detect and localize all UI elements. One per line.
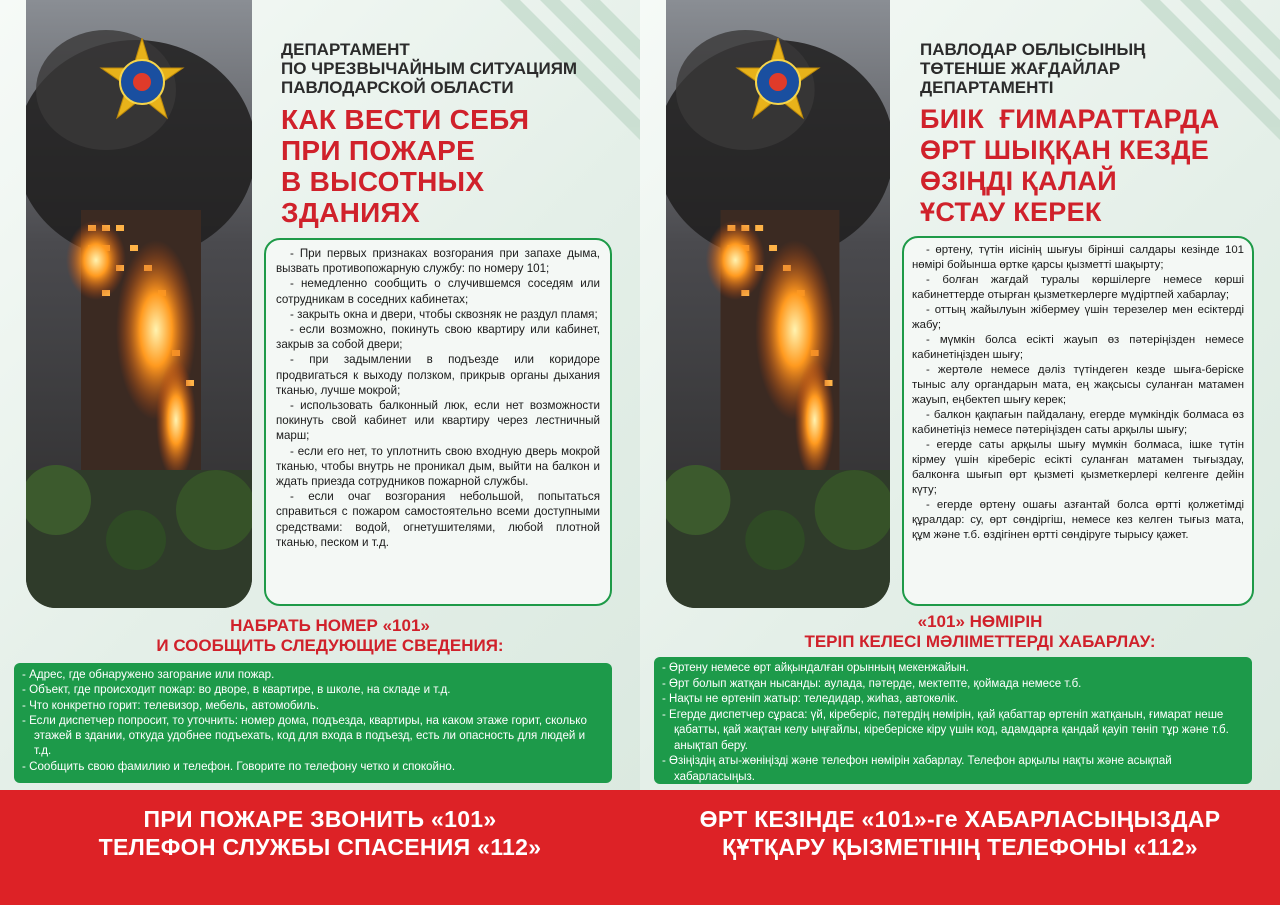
info-item: - Если диспетчер попросит, то уточнить: номер дома, подъезда, квартиры, на каком этаже горит, сколько этажей в здании, откуда удобнее подъехать, код для входа в подъезд, есть ли опасность для людей и т.д. bbox=[22, 713, 587, 758]
info-item: - Сообщить свою фамилию и телефон. Говорите по телефону четко и спокойно. bbox=[22, 759, 456, 773]
instructions-box bbox=[902, 236, 1254, 606]
emergency-phone-banner bbox=[0, 790, 1280, 905]
info-items-box bbox=[14, 663, 612, 783]
instruction-item: - При первых признаках возгорания при запахе дыма, вызвать противопожарную службу: по номеру 101; bbox=[276, 247, 600, 276]
department-line-1: ПАВЛОДАР ОБЛЫСЫНЫҢ bbox=[920, 40, 1146, 59]
instruction-item: - оттың жайылуын жібермеу үшін терезелер мен есіктерді жабу; bbox=[912, 304, 1244, 331]
title-line-1: БИІК ҒИМАРАТТАРДА bbox=[920, 104, 1220, 134]
instruction-item: - немедленно сообщить о случившемся соседям или сотрудникам в соседних кабинетах; bbox=[276, 277, 600, 306]
banner-right-line-1: ӨРТ КЕЗІНДЕ «101»-ге ХАБАРЛАСЫҢЫЗДАР bbox=[699, 806, 1221, 832]
call-title-line-1: «101» НӨМІРІН bbox=[917, 612, 1043, 631]
emergency-emblem-icon bbox=[733, 38, 823, 128]
call-title-line-2: И СООБЩИТЬ СЛЕДУЮЩИЕ СВЕДЕНИЯ: bbox=[156, 636, 504, 655]
call-title-line-1: НАБРАТЬ НОМЕР «101» bbox=[230, 616, 430, 635]
department-line-2: ТӨТЕНШЕ ЖАҒДАЙЛАР bbox=[920, 59, 1121, 78]
instruction-item: - если его нет, то уплотнить свою входную дверь мокрой тканью, чтобы внутрь не проникал дым, выйти на балкон и ждать приезда сотрудников пожарной службы. bbox=[276, 444, 600, 489]
call-title-line-2: ТЕРІП КЕЛЕСІ МӘЛІМЕТТЕРДІ ХАБАРЛАУ: bbox=[804, 632, 1156, 651]
title-line-3: В ВЫСОТНЫХ bbox=[281, 166, 485, 197]
title-line-2: ПРИ ПОЖАРЕ bbox=[281, 135, 476, 166]
instruction-item: - егерде өртену ошағы азғантай болса өртті қолжетімді құралдар: су, өрт сөндіргіш, немесе кез келген тығыз мата, құм және т.б. өздігінен өртті сөндіруге тырысу қажет. bbox=[912, 499, 1244, 541]
instruction-item: - использовать балконный люк, если нет возможности покинуть свой кабинет или квартиру через лестничный марш; bbox=[276, 399, 600, 443]
instruction-item: - при задымлении в подъезде или коридоре продвигаться к выходу ползком, прикрыв органы дыхания тканью, лучше мокрой; bbox=[276, 353, 600, 397]
instruction-item: - жертөле немесе дәліз түтіндеген кезде шыға-беріске тыныс алу органдарын мата, ең жақсысы суланған матамен жауып, еңбектеп шығу керек; bbox=[912, 364, 1244, 406]
left-poster-panel bbox=[0, 0, 640, 790]
info-item: - Өртену немесе өрт айқындалған орынның мекенжайын. bbox=[662, 662, 969, 674]
title-line-2: ӨРТ ШЫҚҚАН КЕЗДЕ bbox=[920, 135, 1210, 165]
info-items-box bbox=[654, 657, 1252, 784]
right-poster-panel bbox=[640, 0, 1280, 790]
info-item: - Өрт болып жатқан нысанды: аулада, пәтерде, мектепте, қоймада немесе т.б. bbox=[662, 677, 1082, 690]
title-line-3: ӨЗІҢДІ ҚАЛАЙ bbox=[920, 166, 1117, 196]
instruction-item: - закрыть окна и двери, чтобы сквозняк не раздул пламя; bbox=[290, 307, 598, 321]
title-line-4: ҰСТАУ КЕРЕК bbox=[920, 197, 1102, 227]
title-line-1: КАК ВЕСТИ СЕБЯ bbox=[281, 104, 530, 135]
instruction-item: - егерде саты арқылы шығу мүмкін болмаса, ішке түтін кірмеу үшін кіреберіс есікті суланған матамен тығыздау, балконға шығып өрт қызметі қызметкерлері келгенге дейін күту; bbox=[912, 439, 1244, 496]
instruction-item: - болған жағдай туралы көршілерге немесе көрші кабинеттерде отырған қызметкерлерге мүдіртпей хабарлау; bbox=[912, 274, 1244, 301]
department-line-2: ПО ЧРЕЗВЫЧАЙНЫМ СИТУАЦИЯМ bbox=[281, 59, 578, 78]
instruction-item: - өртену, түтін иісінің шығуы бірінші салдары кезінде 101 нөмірі бойынша өртке қарсы қызметті шақырту; bbox=[912, 244, 1244, 271]
info-item: - Что конкретно горит: телевизор, мебель, автомобиль. bbox=[22, 698, 320, 712]
info-item: - Объект, где происходит пожар: во дворе, в квартире, в школе, на складе и т.д. bbox=[22, 683, 451, 697]
info-item: - Өзіңіздің аты-жөніңізді және телефон нөмірін хабарлау. Телефон арқылы нақты және асықпай хабарласыңыз. bbox=[662, 755, 1172, 783]
info-item: - Нақты не өртеніп жатыр: теледидар, жиһаз, автокөлік. bbox=[662, 693, 959, 705]
info-item: - Егерде диспетчер сұраса: үй, кіреберіс, пәтердің нөмірін, қай қабаттар өртеніп жатқанын, ғимарат неше қабатты, қай жақтан келу ыңғайлы, кіреберіске кіру үшін код, адамдарға қандай қауіп төніп тұр және т.б. анықтап беру. bbox=[662, 708, 1229, 752]
info-item: - Адрес, где обнаружено загорание или пожар. bbox=[22, 668, 275, 681]
banner-left-line-1: ПРИ ПОЖАРЕ ЗВОНИТЬ «101» bbox=[143, 806, 497, 832]
banner-left-line-2: ТЕЛЕФОН СЛУЖБЫ СПАСЕНИЯ «112» bbox=[98, 834, 542, 860]
instructions-box bbox=[264, 238, 612, 606]
instruction-item: - мүмкін болса есікті жауып өз пәтеріңізден немесе кабинетіңізден шығу; bbox=[912, 334, 1244, 361]
instruction-item: - если возможно, покинуть свою квартиру или кабинет, закрыв за собой двери; bbox=[276, 323, 600, 352]
department-line-3: ДЕПАРТАМЕНТІ bbox=[920, 78, 1054, 97]
instruction-item: - балкон қақпағын пайдалану, егерде мүмкіндік болмаса өз кабинетіңіз немесе пәтеріңізден саты арқылы шығу; bbox=[912, 409, 1244, 436]
department-line-3: ПАВЛОДАРСКОЙ ОБЛАСТИ bbox=[281, 78, 514, 97]
title-line-4: ЗДАНИЯХ bbox=[281, 197, 420, 228]
instruction-item: - если очаг возгорания небольшой, попытаться справиться с пожаром самостоятельно всеми доступными средствами: водой, огнетушителями, любой плотной тканью, песком и т.д. bbox=[276, 490, 600, 549]
department-line-1: ДЕПАРТАМЕНТ bbox=[281, 40, 410, 59]
emergency-emblem-icon bbox=[97, 38, 187, 128]
banner-right-line-2: ҚҰТҚАРУ ҚЫЗМЕТІНІҢ ТЕЛЕФОНЫ «112» bbox=[722, 834, 1198, 860]
